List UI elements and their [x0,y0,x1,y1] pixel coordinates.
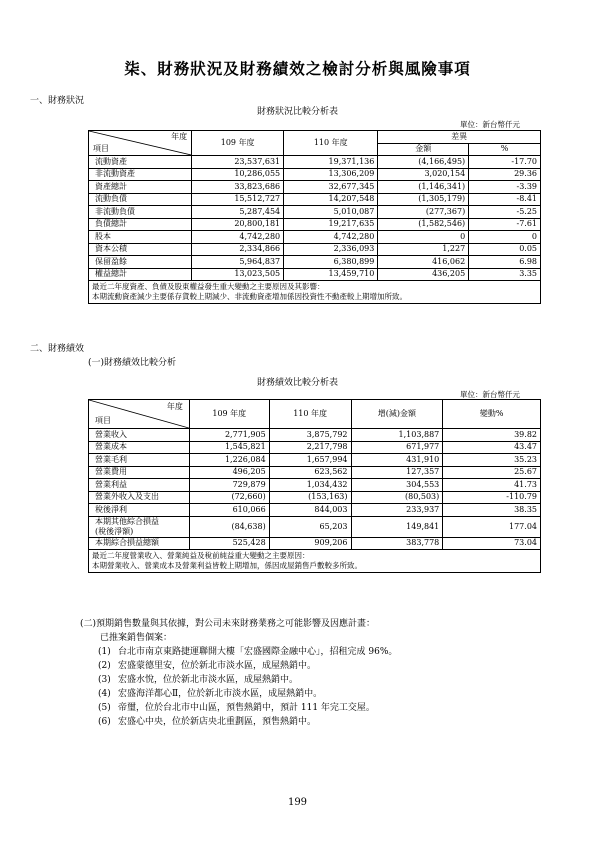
section-heading-financial-position: 一、財務狀況 [30,96,85,106]
table-row [89,193,541,206]
col-header-diff: 差異 [378,131,541,144]
cell-110: 844,003 [269,504,351,517]
cell-change-pct: 35.23 [443,454,541,467]
table-row [89,256,541,269]
row-item-label: 流動負債 [89,193,192,206]
row-item-text: 營業費用 [95,467,127,477]
subheading-performance-analysis: (一)財務績效比較分析 [88,358,177,368]
list-item-text: 宏盛海洋都心Ⅱ，位於新北市淡水區，成屋熱銷中。 [118,689,323,699]
row-item-label [89,454,190,467]
list-item [98,673,397,687]
table-note-row [89,550,541,573]
row-item-text: 稅後淨利 [95,504,127,514]
cell-109: 5,287,454 [192,206,284,219]
table-header-row [89,400,541,429]
cell-change-pct: 177.04 [443,516,541,537]
cell-change: (80,503) [351,491,443,504]
row-item-label: 股本 [89,231,192,244]
row-item-text: 本期綜合損益總額 [95,538,159,548]
list-item-number: (4) [98,689,111,699]
cell-change-pct: 38.35 [443,504,541,517]
table-row [89,429,541,442]
cell-diff-pct: 3.35 [469,268,541,281]
row-item-label: 資本公積 [89,243,192,256]
list-item-number: (5) [98,703,111,713]
project-list [98,645,397,729]
list-item-text: 台北市南京東路捷運聯開大樓「宏盛國際金融中心」，招租完成 96%。 [118,647,398,657]
cell-diff-amount: 0 [378,231,469,244]
table-row [89,156,541,169]
cell-diff-amount: (1,305,179) [378,193,469,206]
cell-110: 4,742,280 [284,231,378,244]
unit-label: 單位：新台幣仟元 [460,390,520,399]
cell-diff-pct: 0 [469,231,541,244]
cell-diff-pct: -5.25 [469,206,541,219]
col-header-pct: % [469,143,541,156]
financial-position-table [88,130,541,304]
cell-diff-amount: (1,582,546) [378,218,469,231]
cell-109: 15,512,727 [192,193,284,206]
table-row [89,206,541,219]
cell-109: (84,638) [189,516,269,537]
cell-109: 4,742,280 [192,231,284,244]
table-note-row [89,281,541,304]
cell-diff-pct: -7.61 [469,218,541,231]
cell-diff-amount: 416,062 [378,256,469,269]
page-number: 199 [287,797,308,808]
col-header-109: 109 年度 [192,131,284,156]
cell-diff-amount: (4,166,495) [378,156,469,169]
row-item-label: 非流動資產 [89,168,192,181]
table-row [89,537,541,550]
col-header-pct: 變動% [443,400,541,429]
list-item-text: 宏盛心中央，位於新店央北重劃區，預售熱銷中。 [118,717,317,727]
list-item [98,687,397,701]
page-title: 柒、財務狀況及財務績效之檢討分析與風險事項 [124,59,471,78]
table-title-financial-position: 財務狀況比較分析表 [256,107,338,117]
row-item-label [89,504,190,517]
list-item-number: (1) [98,647,111,657]
row-item-text: 營業收入 [95,429,127,439]
note-cell [89,550,541,573]
section-heading-expected-sales: (二)預期銷售數量與其依據，對公司未來財務業務之可能影響及因應計畫： [80,619,376,629]
cell-change-pct: 41.73 [443,479,541,492]
cell-diff-pct: 6.98 [469,256,541,269]
cell-109: 496,205 [189,466,269,479]
cell-diff-pct: -17.70 [469,156,541,169]
cell-110: 6,380,899 [284,256,378,269]
list-item [98,715,397,729]
note-cell [89,281,541,304]
note-line-1: 最近二年度營業收入、營業純益及稅前純益重大變動之主要原因： [92,551,310,560]
cell-109: 20,800,181 [192,218,284,231]
financial-performance-table [88,399,541,573]
row-item-label [89,491,190,504]
cell-diff-pct: 29.36 [469,168,541,181]
cell-109: 10,286,055 [192,168,284,181]
row-item-text: 營業成本 [95,442,127,452]
item-header-label: 項目 [95,416,111,425]
table-row [89,441,541,454]
list-item [98,701,397,715]
cell-109: 729,879 [189,479,269,492]
note-line-2: 本期營業收入、營業成本及營業利益皆較上期增加，係因成屋銷售戶數較多所致。 [92,561,362,570]
cell-110: 1,657,994 [269,454,351,467]
row-item-label: 保留盈餘 [89,256,192,269]
unit-label: 單位：新台幣仟元 [460,120,520,129]
cell-change: 1,103,887 [351,429,443,442]
cell-change: 304,553 [351,479,443,492]
list-item [98,645,397,659]
cell-110: (153,163) [269,491,351,504]
row-item-label: 權益總計 [89,268,192,281]
cell-110: 3,875,792 [269,429,351,442]
cell-change-pct: 43.47 [443,441,541,454]
table-header-row [89,131,541,144]
cell-change: 383,778 [351,537,443,550]
cell-110: 13,306,209 [284,168,378,181]
row-item-label [89,479,190,492]
cell-change: 431,910 [351,454,443,467]
list-item-number: (2) [98,661,111,671]
cell-109: 525,428 [189,537,269,550]
cell-diff-amount: (277,367) [378,206,469,219]
cell-109: 33,823,686 [192,181,284,194]
cell-110: 65,203 [269,516,351,537]
table-row [89,516,541,537]
table-row [89,181,541,194]
row-item-label [89,441,190,454]
list-item-text: 宏盛水悅，位於新北市淡水區，成屋熱銷中。 [118,675,299,685]
cell-109: 13,023,505 [192,268,284,281]
table-row [89,168,541,181]
list-item-number: (6) [98,717,111,727]
table-row [89,504,541,517]
diagonal-header-cell [89,400,190,429]
cell-109: 2,334,866 [192,243,284,256]
section-heading-financial-performance: 二、財務績效 [30,344,85,354]
cell-110: 623,562 [269,466,351,479]
col-header-110: 110 年度 [284,131,378,156]
cell-109: (72,660) [189,491,269,504]
cell-110: 32,677,345 [284,181,378,194]
row-item-label: 負債總計 [89,218,192,231]
table-title-financial-performance: 財務績效比較分析表 [256,378,338,388]
cell-change: 149,841 [351,516,443,537]
col-header-110: 110 年度 [269,400,351,429]
cell-109: 2,771,905 [189,429,269,442]
row-item-label [89,537,190,550]
row-item-label: 流動資產 [89,156,192,169]
cell-110: 1,034,432 [269,479,351,492]
table-row [89,454,541,467]
table-row [89,243,541,256]
year-header-label: 年度 [171,132,188,141]
row-item-label [89,516,190,537]
cell-diff-pct: 0.05 [469,243,541,256]
row-item-label: 非流動負債 [89,206,192,219]
cell-110: 5,010,087 [284,206,378,219]
year-header-label: 年度 [166,402,183,411]
cell-change: 671,977 [351,441,443,454]
item-header-label: 項目 [93,144,109,153]
table-row [89,491,541,504]
row-item-label [89,429,190,442]
cell-110: 14,207,548 [284,193,378,206]
cell-diff-amount: 1,227 [378,243,469,256]
note-line-1: 最近二年度資產、負債及股東權益發生重大變動之主要原因及其影響： [92,282,325,291]
col-header-change: 增(減)金額 [351,400,443,429]
cell-diff-amount: 436,205 [378,268,469,281]
cell-109: 610,066 [189,504,269,517]
cell-change-pct: -110.79 [443,491,541,504]
row-item-text: 營業外收入及支出 [95,492,159,502]
row-item-text-2: (稅後淨額) [95,526,134,536]
list-item-number: (3) [98,675,111,685]
table-row [89,479,541,492]
cell-change-pct: 39.82 [443,429,541,442]
cell-110: 19,217,635 [284,218,378,231]
cell-109: 1,545,821 [189,441,269,454]
cell-diff-amount: (1,146,341) [378,181,469,194]
note-line-2: 本期流動資產減少主要係存貨較上期減少、非流動資產增加係因投資性不動產較上期增加所致。 [92,292,407,301]
cell-diff-pct: -3.39 [469,181,541,194]
table-row [89,218,541,231]
cell-diff-pct: -8.41 [469,193,541,206]
row-item-text: 營業毛利 [95,454,127,464]
row-item-label: 資產總計 [89,181,192,194]
table-row [89,268,541,281]
cell-109: 23,537,631 [192,156,284,169]
cell-110: 2,336,093 [284,243,378,256]
cell-change: 127,357 [351,466,443,479]
list-item-text: 帝璽，位於台北市中山區，預售熱銷中，預計 111 年完工交屋。 [118,703,375,713]
list-item-text: 宏盛蒙德里安，位於新北市淡水區，成屋熱銷中。 [118,661,317,671]
cell-diff-amount: 3,020,154 [378,168,469,181]
cell-110: 909,206 [269,537,351,550]
sales-intro: 已推案銷售個案： [100,633,173,643]
row-item-label [89,466,190,479]
diagonal-header-cell [89,131,192,156]
cell-110: 13,459,710 [284,268,378,281]
row-item-text: 營業利益 [95,479,127,489]
row-item-text: 本期其他綜合損益 [95,516,159,526]
col-header-amount: 金額 [378,143,469,156]
table-row [89,466,541,479]
cell-110: 19,371,136 [284,156,378,169]
cell-109: 5,964,837 [192,256,284,269]
cell-change: 233,937 [351,504,443,517]
cell-change-pct: 25.67 [443,466,541,479]
cell-109: 1,226,084 [189,454,269,467]
cell-change-pct: 73.04 [443,537,541,550]
col-header-109: 109 年度 [189,400,269,429]
cell-110: 2,217,798 [269,441,351,454]
list-item [98,659,397,673]
table-row [89,231,541,244]
